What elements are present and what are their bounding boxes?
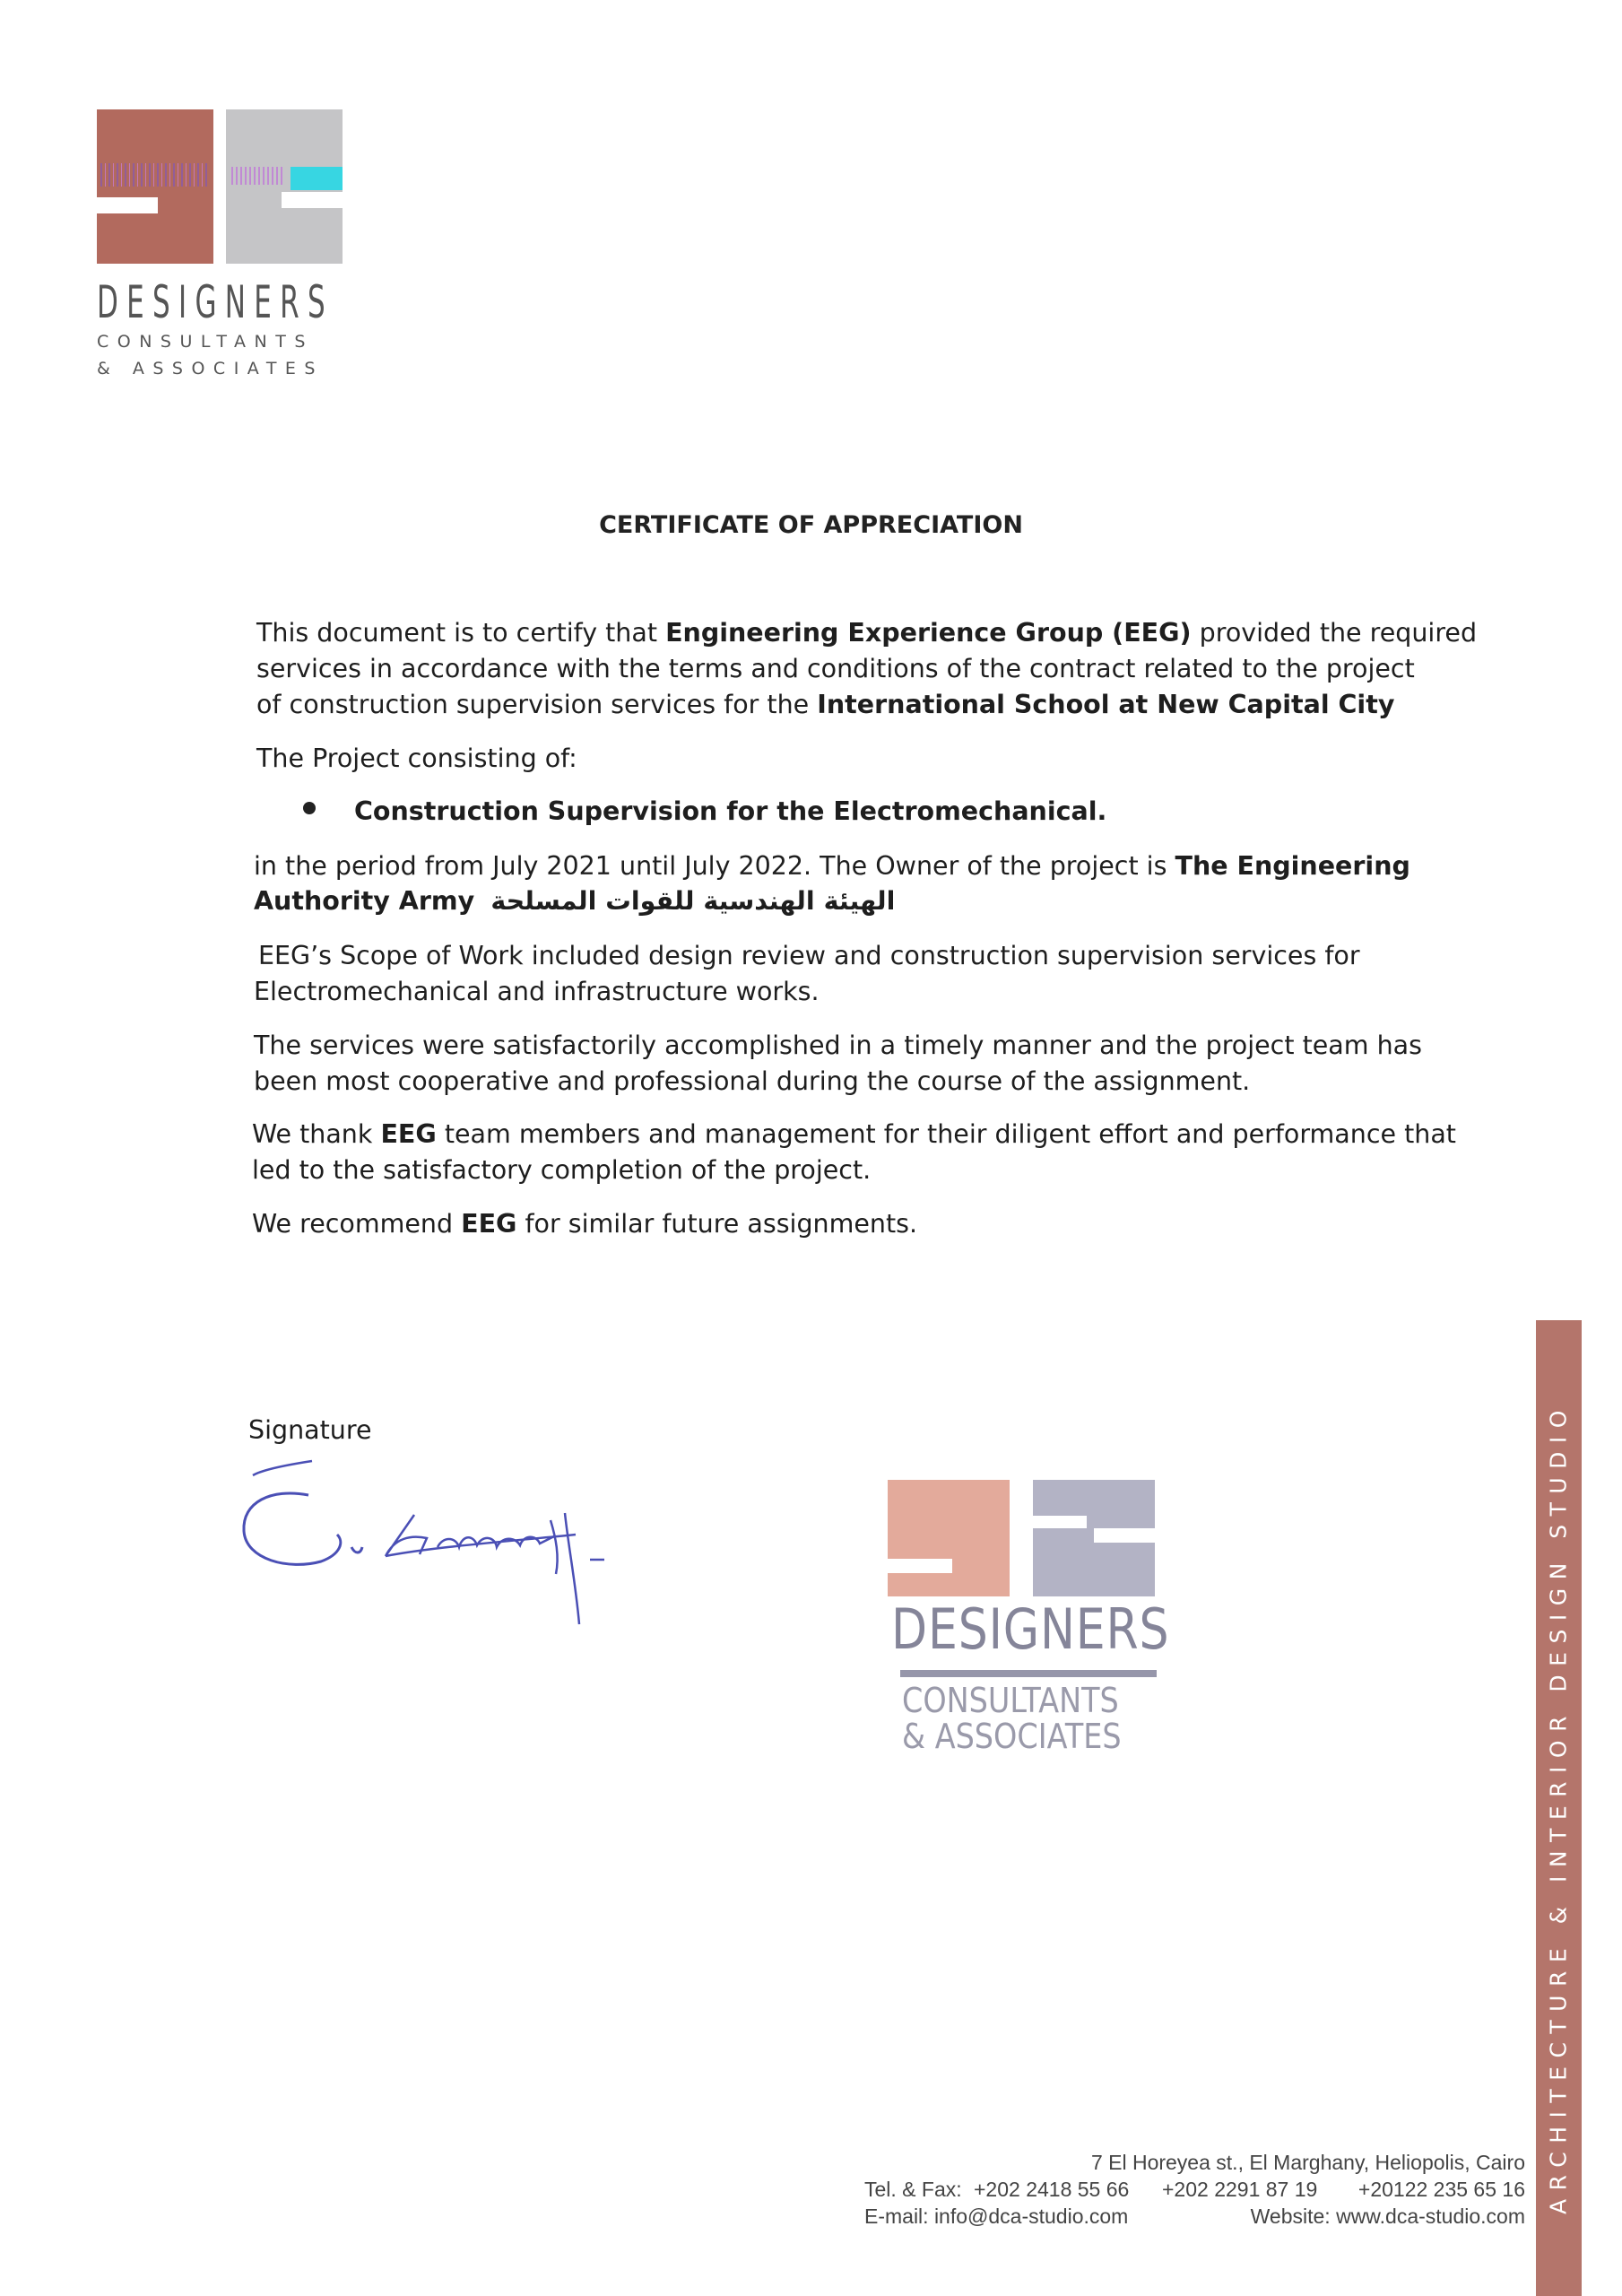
logo-subline-1: CONSULTANTS bbox=[97, 332, 314, 352]
company-stamp bbox=[888, 1480, 1175, 1776]
logo-wordmark: DESIGNERS bbox=[97, 276, 334, 328]
recommendation-line bbox=[252, 1206, 917, 1242]
services-line-1: The services were satisfactorily accomplished in a timely manner and the project team has bbox=[254, 1031, 1422, 1060]
intro-line-2: services in accordance with the terms and conditions of the contract related to the project bbox=[256, 654, 1415, 683]
company-logo bbox=[97, 109, 348, 382]
recommend-text: We recommend bbox=[252, 1209, 462, 1239]
project-intro: The Project consisting of: bbox=[256, 744, 577, 773]
document-title: CERTIFICATE OF APPRECIATION bbox=[599, 511, 1023, 539]
intro-line-1 bbox=[256, 615, 1477, 651]
period-line-1 bbox=[254, 848, 1410, 884]
stamp-wordmark: DESIGNERS bbox=[891, 1596, 1170, 1662]
period-text: in the period from July 2021 until July 2022. The Owner of the project is bbox=[254, 851, 1175, 881]
footer-tel-1: +202 2418 55 66 bbox=[974, 2178, 1130, 2201]
signature-label: Signature bbox=[248, 1415, 372, 1445]
logo-subline-2: & ASSOCIATES bbox=[97, 359, 324, 378]
handwritten-signature bbox=[235, 1448, 719, 1646]
scope-line-1: EEG’s Scope of Work included design review and construction supervision services for bbox=[258, 941, 1360, 970]
project-scope-item: Construction Supervision for the Electromechanical. bbox=[354, 796, 1107, 826]
footer-tel-2: +202 2291 87 19 bbox=[1162, 2178, 1318, 2201]
footer-email: E-mail: info@dca-studio.com bbox=[864, 2205, 1129, 2228]
thanks-text-cont: team members and management for their diligent effort and performance that bbox=[436, 1119, 1456, 1149]
period-line-2 bbox=[254, 883, 895, 919]
stamp-subline-1: CONSULTANTS bbox=[902, 1681, 1119, 1720]
recommend-text-cont: for similar future assignments. bbox=[516, 1209, 918, 1239]
side-band-text: ARCHITECTURE & INTERIOR DESIGN STUDIO bbox=[1545, 1402, 1572, 2214]
thanks-line-1 bbox=[252, 1117, 1456, 1152]
scope-line-2: Electromechanical and infrastructure works. bbox=[254, 977, 820, 1006]
project-name: International School at New Capital City bbox=[817, 690, 1395, 719]
logo-mark bbox=[97, 109, 344, 264]
intro-line-3 bbox=[256, 687, 1394, 723]
intro-text: This document is to certify that bbox=[256, 618, 666, 648]
thanks-text: We thank bbox=[252, 1119, 381, 1149]
owner-name: The Engineering bbox=[1175, 851, 1410, 881]
stamp-subline-2: & ASSOCIATES bbox=[902, 1717, 1122, 1756]
eeg-name-2: EEG bbox=[461, 1209, 517, 1239]
bullet-icon bbox=[303, 802, 316, 814]
footer-website: Website: www.dca-studio.com bbox=[1250, 2205, 1525, 2228]
intro-text-end: of construction supervision services for the bbox=[256, 690, 818, 719]
footer-tel-label: Tel. & Fax: bbox=[864, 2178, 962, 2201]
owner-name-cont: Authority Army bbox=[254, 886, 475, 916]
footer-address: 7 El Horeyea st., El Marghany, Heliopolis, Cairo bbox=[1090, 2151, 1525, 2174]
company-name: Engineering Experience Group (EEG) bbox=[665, 618, 1192, 648]
services-line-2: been most cooperative and professional during the course of the assignment. bbox=[254, 1066, 1251, 1096]
footer-tel-3: +20122 235 65 16 bbox=[1357, 2178, 1525, 2201]
eeg-name: EEG bbox=[380, 1119, 437, 1149]
intro-text-cont: provided the required bbox=[1191, 618, 1478, 648]
owner-name-arabic: الهيئة الهندسية للقوات المسلحة bbox=[490, 886, 896, 916]
thanks-line-2: led to the satisfactory completion of the project. bbox=[252, 1155, 872, 1185]
